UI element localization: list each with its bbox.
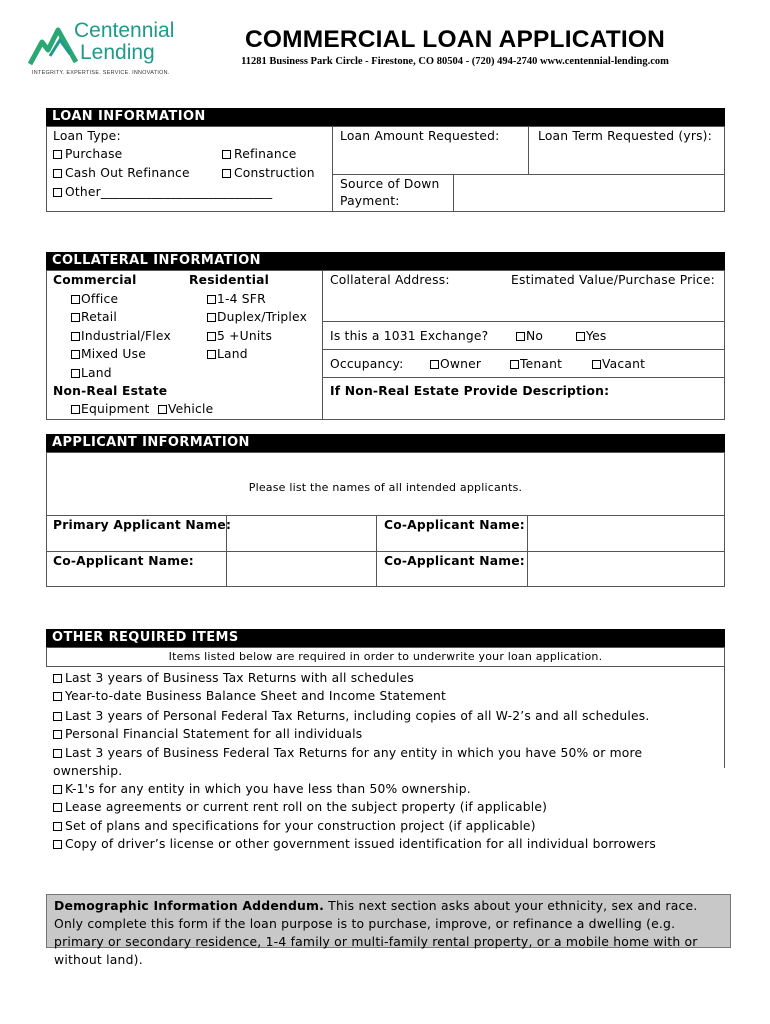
exchange-yes-checkbox-row[interactable]: [576, 329, 606, 343]
co-applicant-label-2: Co-Applicant Name:: [53, 554, 194, 568]
divider: [376, 515, 377, 587]
cashout-label: Cash Out Refinance: [65, 166, 190, 180]
checkbox[interactable]: [207, 313, 216, 322]
construction-label: Construction: [234, 166, 315, 180]
applicant-section-heading: APPLICANT INFORMATION: [46, 434, 725, 452]
divider: [322, 321, 725, 322]
checkbox[interactable]: [207, 350, 216, 359]
required-item-label: K-1's for any entity in which you have less than 50% ownership.: [65, 782, 471, 796]
checkbox[interactable]: [53, 840, 62, 849]
exchange-no-checkbox-row[interactable]: [516, 329, 543, 343]
construction-checkbox-row[interactable]: [222, 166, 315, 180]
retail-checkbox-row[interactable]: [71, 310, 117, 324]
checkbox[interactable]: [53, 169, 62, 178]
checkbox[interactable]: [510, 360, 519, 369]
checkbox[interactable]: [71, 369, 80, 378]
divider: [453, 174, 454, 212]
duplex-checkbox-row[interactable]: [207, 310, 307, 324]
required-item-label: Lease agreements or current rent roll on the subject property (if applicable): [65, 800, 548, 814]
purchase-label: Purchase: [65, 147, 123, 161]
divider: [322, 377, 725, 378]
loan-type-label: Loan Type:: [53, 129, 121, 143]
logo-name-line2: Lending: [80, 41, 155, 64]
required-item-label: Year-to-date Business Balance Sheet and Income Statement: [65, 689, 446, 703]
vacant-label: Vacant: [602, 357, 646, 371]
required-item[interactable]: [53, 727, 362, 741]
estimated-value-label: Estimated Value/Purchase Price:: [511, 273, 716, 287]
divider: [322, 349, 725, 350]
demographic-addendum-title: Demographic Information Addendum.: [54, 898, 325, 913]
cashout-checkbox-row[interactable]: [53, 166, 190, 180]
checkbox[interactable]: [71, 313, 80, 322]
checkbox[interactable]: [71, 405, 80, 414]
demographic-addendum-text: This next section asks about your ethnicity, sex and race. Only complete this form if the loan purpose is to purchase, improve, or refinance a dwelling (e.g. primary or secondary residence, 1-4 family or multi-family rental property, or a mobile home with or without land).: [54, 898, 698, 967]
down-payment-label-1: Source of Down: [340, 177, 440, 191]
down-payment-label-2: Payment:: [340, 194, 400, 208]
required-item[interactable]: [53, 819, 536, 833]
no-label: No: [526, 329, 544, 343]
refinance-label: Refinance: [234, 147, 297, 161]
duplex-label: Duplex/Triplex: [217, 310, 308, 324]
sfr-label: 1-4 SFR: [217, 292, 266, 306]
required-item-label: Copy of driver’s license or other government issued identification for all individual borrowers: [65, 837, 656, 851]
res-land-label: Land: [217, 347, 248, 361]
checkbox[interactable]: [53, 785, 62, 794]
logo-name-line1: Centennial: [74, 19, 175, 42]
other-items-note: Items listed below are required in order to underwrite your loan application.: [168, 650, 603, 663]
required-item[interactable]: [53, 709, 649, 723]
required-item[interactable]: [53, 746, 642, 760]
vacant-checkbox-row[interactable]: [592, 357, 645, 371]
units-label: 5 +Units: [217, 329, 273, 343]
required-item-label: Personal Financial Statement for all individuals: [65, 727, 363, 741]
checkbox[interactable]: [71, 350, 80, 359]
owner-label: Owner: [440, 357, 482, 371]
checkbox[interactable]: [516, 332, 525, 341]
res-land-checkbox-row[interactable]: [207, 347, 248, 361]
divider: [332, 126, 333, 212]
checkbox[interactable]: [53, 188, 62, 197]
checkbox[interactable]: [207, 295, 216, 304]
commercial-heading: Commercial: [53, 273, 137, 287]
checkbox[interactable]: [71, 332, 80, 341]
checkbox[interactable]: [53, 692, 62, 701]
office-label: Office: [81, 292, 119, 306]
checkbox[interactable]: [222, 169, 231, 178]
checkbox[interactable]: [158, 405, 167, 414]
purchase-checkbox-row[interactable]: [53, 147, 122, 161]
retail-label: Retail: [81, 310, 117, 324]
non-re-description-label: If Non-Real Estate Provide Description:: [330, 384, 610, 398]
checkbox[interactable]: [576, 332, 585, 341]
loan-section-heading: LOAN INFORMATION: [46, 108, 725, 126]
loan-term-label: Loan Term Requested (yrs):: [538, 129, 713, 143]
exchange-question-label: Is this a 1031 Exchange?: [330, 329, 489, 343]
collateral-section-heading: COLLATERAL INFORMATION: [46, 252, 725, 270]
occupancy-label: Occupancy:: [330, 357, 404, 371]
tenant-label: Tenant: [520, 357, 563, 371]
page-title: COMMERCIAL LOAN APPLICATION: [244, 26, 666, 53]
industrial-checkbox-row[interactable]: [71, 329, 171, 343]
checkbox[interactable]: [53, 730, 62, 739]
logo-tagline: INTEGRITY. EXPERTISE. SERVICE. INNOVATION.: [32, 70, 170, 76]
company-address: 11281 Business Park Circle - Firestone, CO 80504 - (720) 494-2740 www.centennial-lending.com: [241, 56, 669, 67]
checkbox[interactable]: [430, 360, 439, 369]
required-item-label: Last 3 years of Business Tax Returns with all schedules: [65, 671, 415, 685]
checkbox[interactable]: [53, 749, 62, 758]
co-applicant-field-3[interactable]: [528, 552, 725, 587]
land-checkbox-row[interactable]: [71, 366, 112, 380]
checkbox[interactable]: [71, 295, 80, 304]
refinance-checkbox-row[interactable]: [222, 147, 297, 161]
residential-heading: Residential: [189, 273, 270, 287]
land-label: Land: [81, 366, 112, 380]
checkbox[interactable]: [53, 712, 62, 721]
equipment-label: Equipment: [81, 402, 150, 416]
other-items-section-heading: OTHER REQUIRED ITEMS: [46, 629, 725, 647]
required-item[interactable]: [53, 837, 656, 851]
required-item-label: Last 3 years of Business Federal Tax Returns for any entity in which you have 50% or more: [65, 746, 643, 760]
other-checkbox-row[interactable]: [53, 185, 272, 199]
divider: [724, 666, 725, 768]
other-label: Other___________________________: [65, 185, 273, 199]
checkbox[interactable]: [592, 360, 601, 369]
vehicle-checkbox-row[interactable]: [158, 402, 213, 416]
industrial-label: Industrial/Flex: [81, 329, 171, 343]
required-item-label: Last 3 years of Personal Federal Tax Returns, including copies of all W-2’s and all schedules.: [65, 709, 650, 723]
applicant-note: Please list the names of all intended applicants.: [248, 481, 523, 494]
tenant-checkbox-row[interactable]: [510, 357, 562, 371]
checkbox[interactable]: [222, 150, 231, 159]
vehicle-label: Vehicle: [168, 402, 214, 416]
required-item[interactable]: [53, 782, 471, 796]
office-checkbox-row[interactable]: [71, 292, 118, 306]
co-applicant-field-2[interactable]: [227, 552, 376, 587]
yes-label: Yes: [586, 329, 607, 343]
sfr-checkbox-row[interactable]: [207, 292, 266, 306]
collateral-address-label: Collateral Address:: [330, 273, 450, 287]
checkbox[interactable]: [53, 150, 62, 159]
divider: [46, 666, 725, 667]
co-applicant-label-3: Co-Applicant Name:: [384, 554, 525, 568]
required-item-continuation: ownership.: [53, 764, 123, 778]
checkbox[interactable]: [53, 822, 62, 831]
owner-checkbox-row[interactable]: [430, 357, 481, 371]
mixed-use-label: Mixed Use: [81, 347, 146, 361]
divider: [528, 126, 529, 174]
company-logo: [28, 20, 178, 80]
mixed-use-checkbox-row[interactable]: [71, 347, 146, 361]
checkbox[interactable]: [207, 332, 216, 341]
mountain-logo-icon: [28, 20, 78, 68]
equipment-checkbox-row[interactable]: [71, 402, 150, 416]
demographic-addendum-box: [46, 894, 731, 967]
divider: [332, 174, 725, 175]
co-applicant-field-1[interactable]: [528, 516, 725, 551]
primary-applicant-field[interactable]: [227, 516, 376, 551]
units-checkbox-row[interactable]: [207, 329, 272, 343]
required-item[interactable]: [53, 800, 547, 814]
required-item[interactable]: [53, 671, 414, 685]
primary-applicant-label: Primary Applicant Name:: [53, 518, 232, 532]
divider: [322, 270, 323, 420]
co-applicant-label-1: Co-Applicant Name:: [384, 518, 525, 532]
required-item-label: Set of plans and specifications for your construction project (if applicable): [65, 819, 536, 833]
non-real-estate-heading: Non-Real Estate: [53, 384, 168, 398]
required-item[interactable]: [53, 689, 446, 703]
loan-amount-label: Loan Amount Requested:: [340, 129, 500, 143]
checkbox[interactable]: [53, 674, 62, 683]
checkbox[interactable]: [53, 803, 62, 812]
